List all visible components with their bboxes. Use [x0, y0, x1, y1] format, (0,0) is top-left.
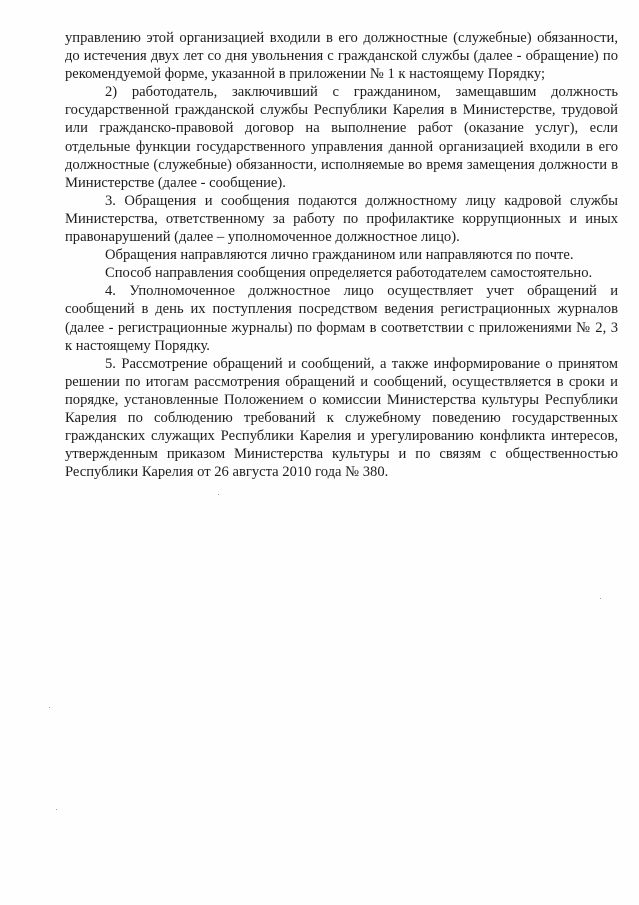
- paragraph-clause-5: 5. Рассмотрение обращений и сообщений, а также информирование о принятом решении по итогам рассмотрения обращений и сообщений, осуществляется в сроки и порядке, установленные Положением о комиссии Министерства культуры Республики Карелия по соблюдению требований к служебному поведению государственных гражданских служащих Республики Карелия и урегулированию конфликта интересов, утвержденным приказом Министерства культуры и по связям с общественностью Республики Карелия от 26 августа 2010 года № 380.: [65, 355, 618, 481]
- paragraph-employer-method: Способ направления сообщения определяется работодателем самостоятельно.: [105, 265, 593, 282]
- scan-speck: [49, 707, 50, 708]
- paragraph-submission-method: Обращения направляются лично гражданином или направляются по почте.: [105, 247, 574, 264]
- scan-speck: [600, 598, 601, 599]
- paragraph-clause-3: 3. Обращения и сообщения подаются должностному лицу кадровой службы Министерства, ответственному за работу по профилактике коррупционных и иных правонарушений (далее – уполномоченное должностное лицо).: [65, 192, 618, 246]
- paragraph-item-2: 2) работодатель, заключивший с гражданином, замещавшим должность государственной гражданской службы Республики Карелия в Министерстве, трудовой или гражданско-правовой договор на выполнение работ (оказание услуг), если отдельные функции государственного управления данной организацией входили в его должностные (служебные) обязанности, исполняемые во время замещения должности в Министерстве (далее - сообщение).: [65, 84, 618, 191]
- document-body: [65, 29, 618, 481]
- paragraph-clause-4: 4. Уполномоченное должностное лицо осуществляет учет обращений и сообщений в день их поступления посредством ведения регистрационных журналов (далее - регистрационные журналы) по формам в соответствии с приложениями № 2, 3 к настоящему Порядку.: [65, 283, 618, 354]
- scan-speck: [56, 809, 57, 810]
- paragraph-continuation: управлению этой организацией входили в его должностные (служебные) обязанности, до истечения двух лет со дня увольнения с гражданской службы (далее - обращение) по рекомендуемой форме, указанной в приложении № 1 к настоящему Порядку;: [65, 30, 618, 83]
- scan-speck: [218, 494, 219, 495]
